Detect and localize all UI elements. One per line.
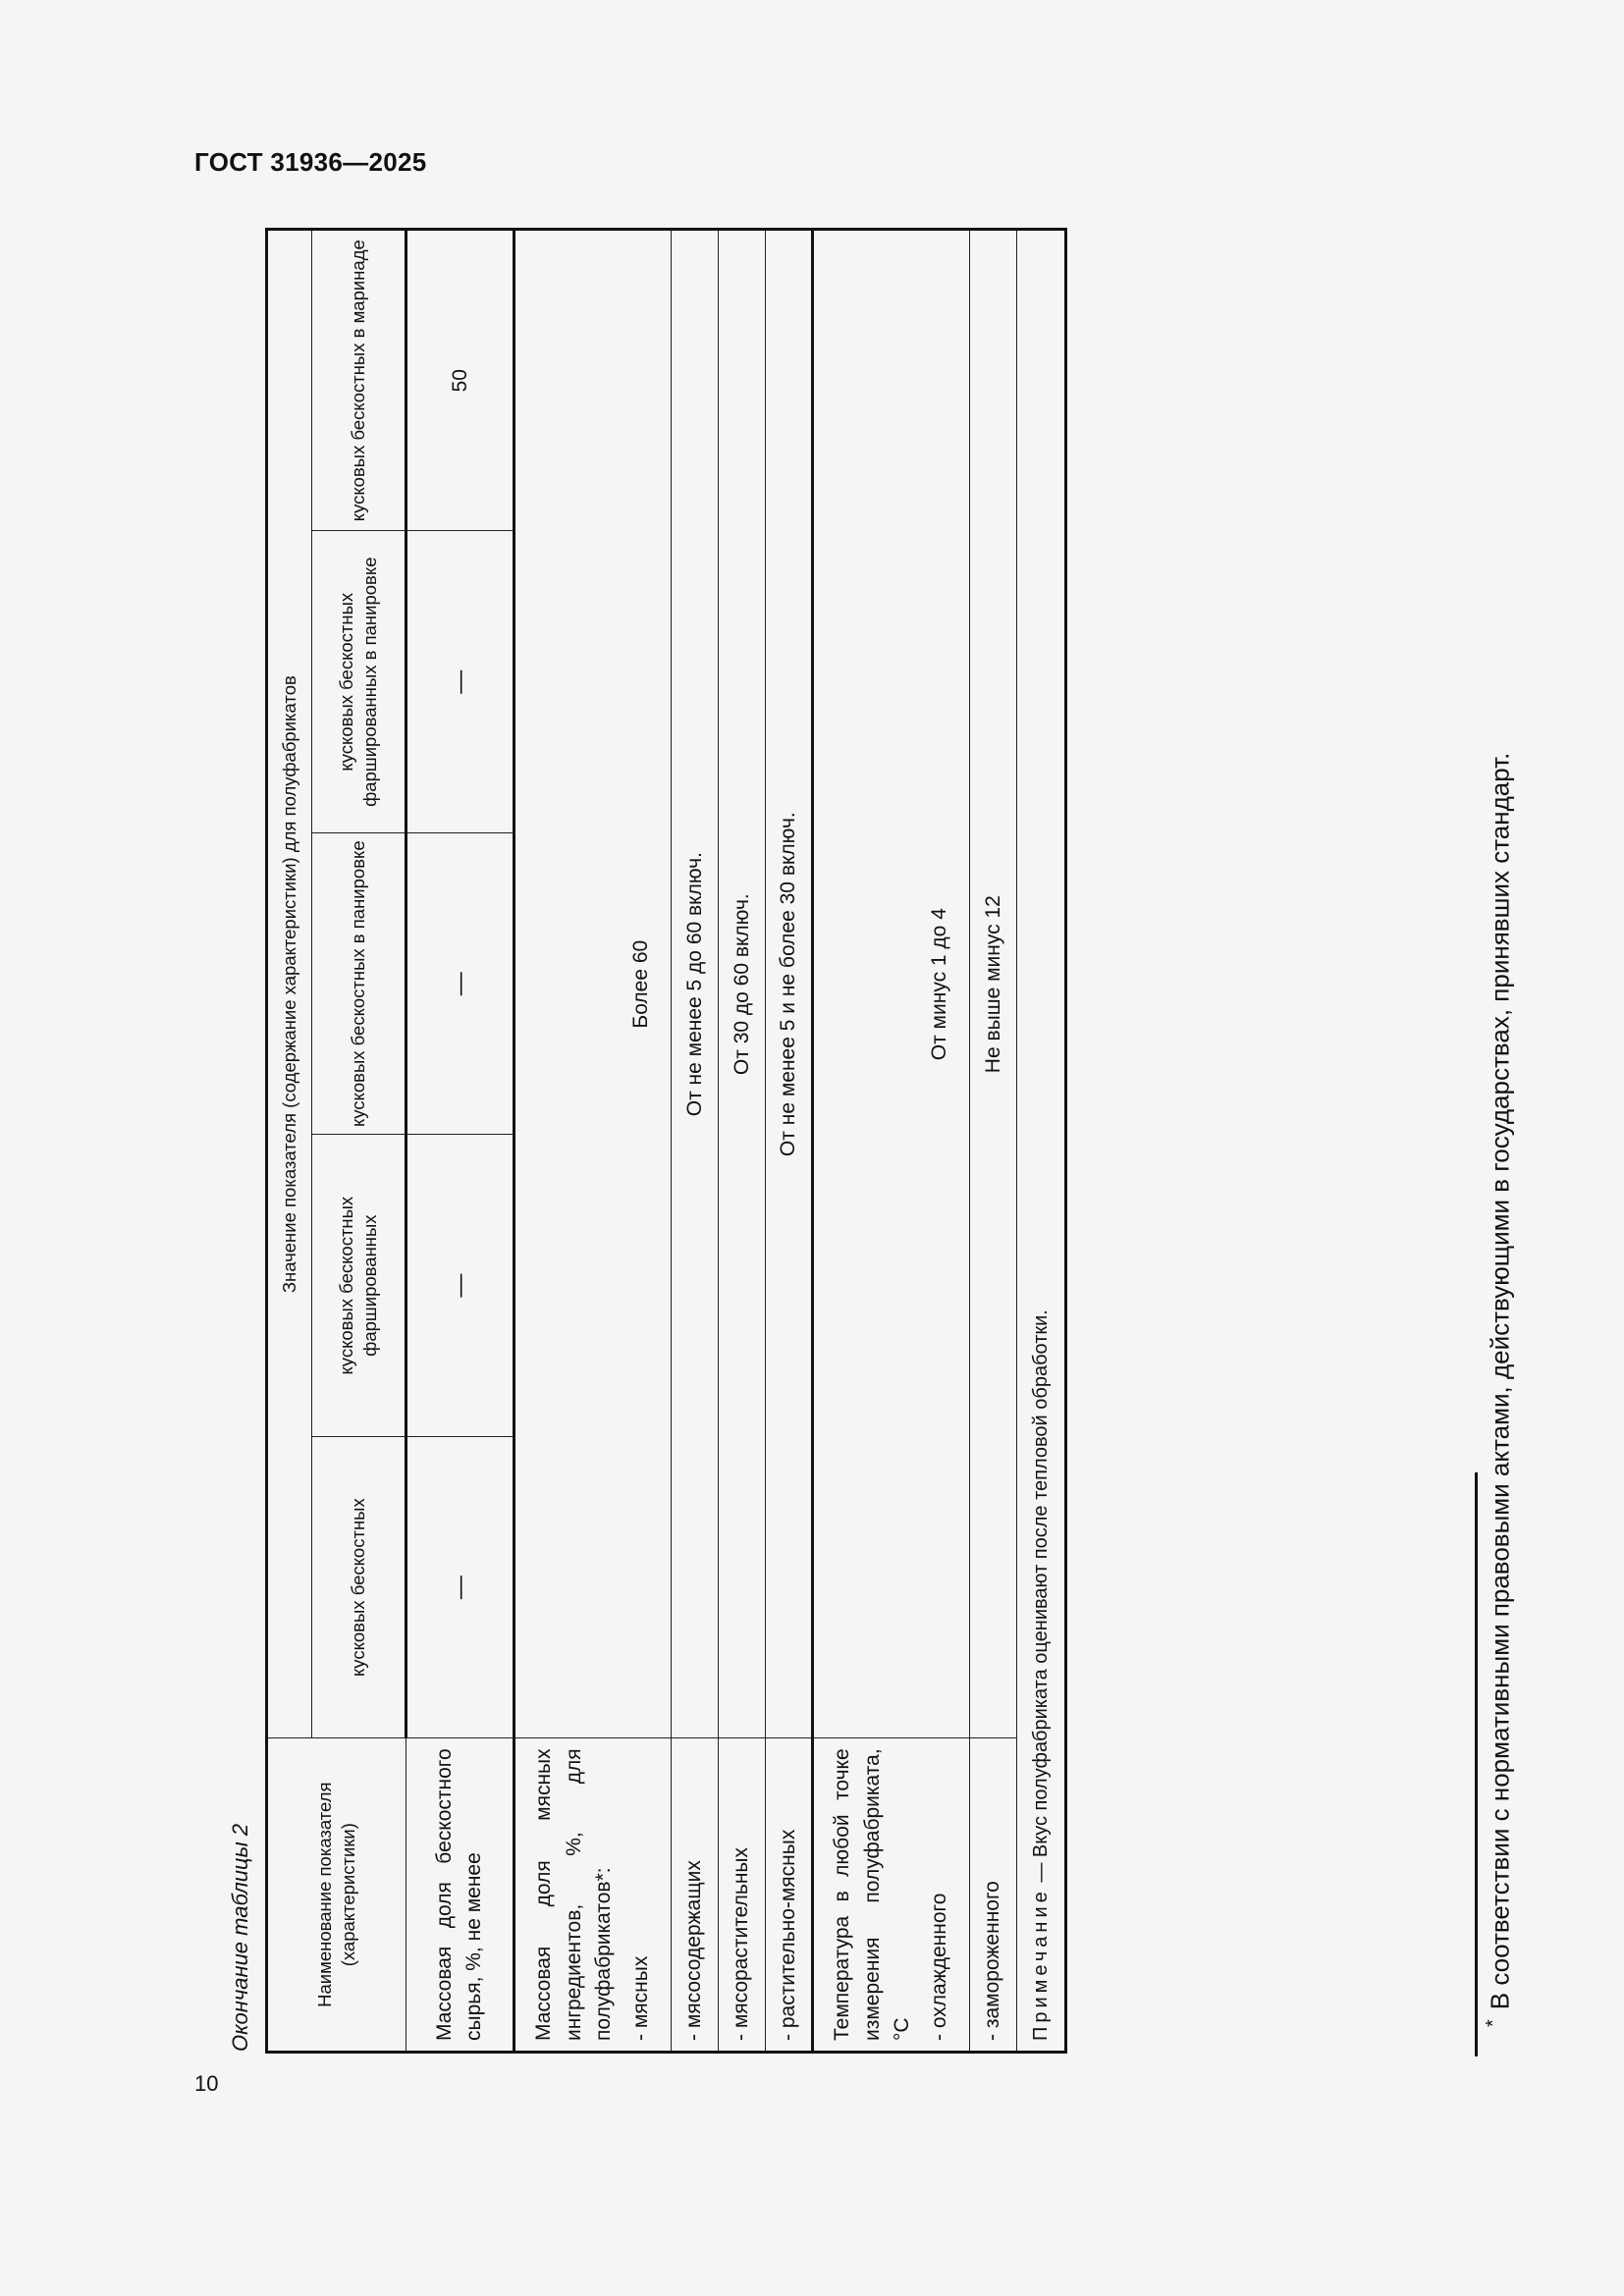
note-text: — Вкус полуфабриката оценивают после тепловой обработки.: [1029, 1309, 1052, 1889]
rotated-table-block: [228, 228, 1052, 2054]
header-subcol-breaded: кусковых бескостных в панировке: [312, 832, 406, 1134]
row-label: [514, 1738, 672, 2053]
table-row-meat-containing: [672, 230, 719, 2053]
cell-value: От 30 до 60 включ.: [719, 230, 766, 1738]
table-row-frozen: [970, 230, 1017, 2053]
row-label-sub: - мясных: [629, 1955, 653, 2041]
header-subcol-stuffed-breaded: кусковых бескостных фаршированных в панировке: [312, 531, 406, 833]
table-row-meat: [514, 230, 672, 2053]
table-row-meat-vegetable: [719, 230, 766, 2053]
table-row-temperature: [813, 230, 970, 2053]
cell-value: Более 60: [514, 230, 672, 1738]
header-subcol-stuffed: кусковых бескостных фаршированных: [312, 1135, 406, 1437]
cell-value: —: [406, 531, 514, 833]
table-row-note: [1017, 230, 1066, 2053]
document-code: ГОСТ 31936—2025: [194, 147, 427, 177]
header-subcol-boneless: кусковых бескостных: [312, 1436, 406, 1737]
cell-value: —: [406, 1436, 514, 1737]
footnote-divider: [1475, 1472, 1478, 2056]
row-label: - растительно-мясных: [766, 1738, 813, 2053]
footnote-text: В соответствии с нормативными правовыми актами, действующими в государствах, принявших стандарт.: [1485, 752, 1515, 2010]
cell-value: От не менее 5 до 60 включ.: [672, 230, 719, 1738]
header-row-1: [267, 230, 312, 2053]
footnote: [1483, 456, 1522, 2027]
cell-value: 50: [406, 230, 514, 531]
row-label: [813, 1738, 970, 2053]
header-group: Значение показателя (содержание характеристики) для полуфабрикатов: [267, 230, 312, 1738]
table-row-vegetable-meat: [766, 230, 813, 2053]
page-number: 10: [194, 2071, 219, 2096]
table-row-boneless-share: [406, 230, 514, 2053]
row-label-main: Массовая доля мясных ингредиентов, %, для полуфабрикатов*:: [532, 1748, 615, 2041]
header-subcol-marinated: кусковых бескостных в маринаде: [312, 230, 406, 531]
specification-table: [265, 228, 1067, 2054]
cell-value: От не менее 5 и не более 30 включ.: [766, 230, 813, 1738]
footnote-mark: *: [1483, 2019, 1504, 2027]
header-name-column: Наименование показателя (характеристики): [267, 1738, 406, 2053]
cell-value: От минус 1 до 4: [813, 230, 970, 1738]
cell-value: Не выше минус 12: [970, 230, 1017, 1738]
table-note: [1017, 230, 1066, 2053]
cell-value: —: [406, 832, 514, 1134]
row-label: - мясосодержащих: [672, 1738, 719, 2053]
row-label: - замороженного: [970, 1738, 1017, 2053]
note-label: Примечание: [1029, 1888, 1052, 2041]
row-label: - мясорастительных: [719, 1738, 766, 2053]
row-label-main: Температура в любой точке измерения полуфабриката, °С: [831, 1748, 913, 2041]
cell-value: —: [406, 1135, 514, 1437]
row-label-sub: - охлажденного: [928, 1893, 951, 2041]
table-caption: Окончание таблицы 2: [228, 1823, 252, 2052]
row-label: Массовая доля бескостного сырья, %, не менее: [406, 1738, 514, 2053]
